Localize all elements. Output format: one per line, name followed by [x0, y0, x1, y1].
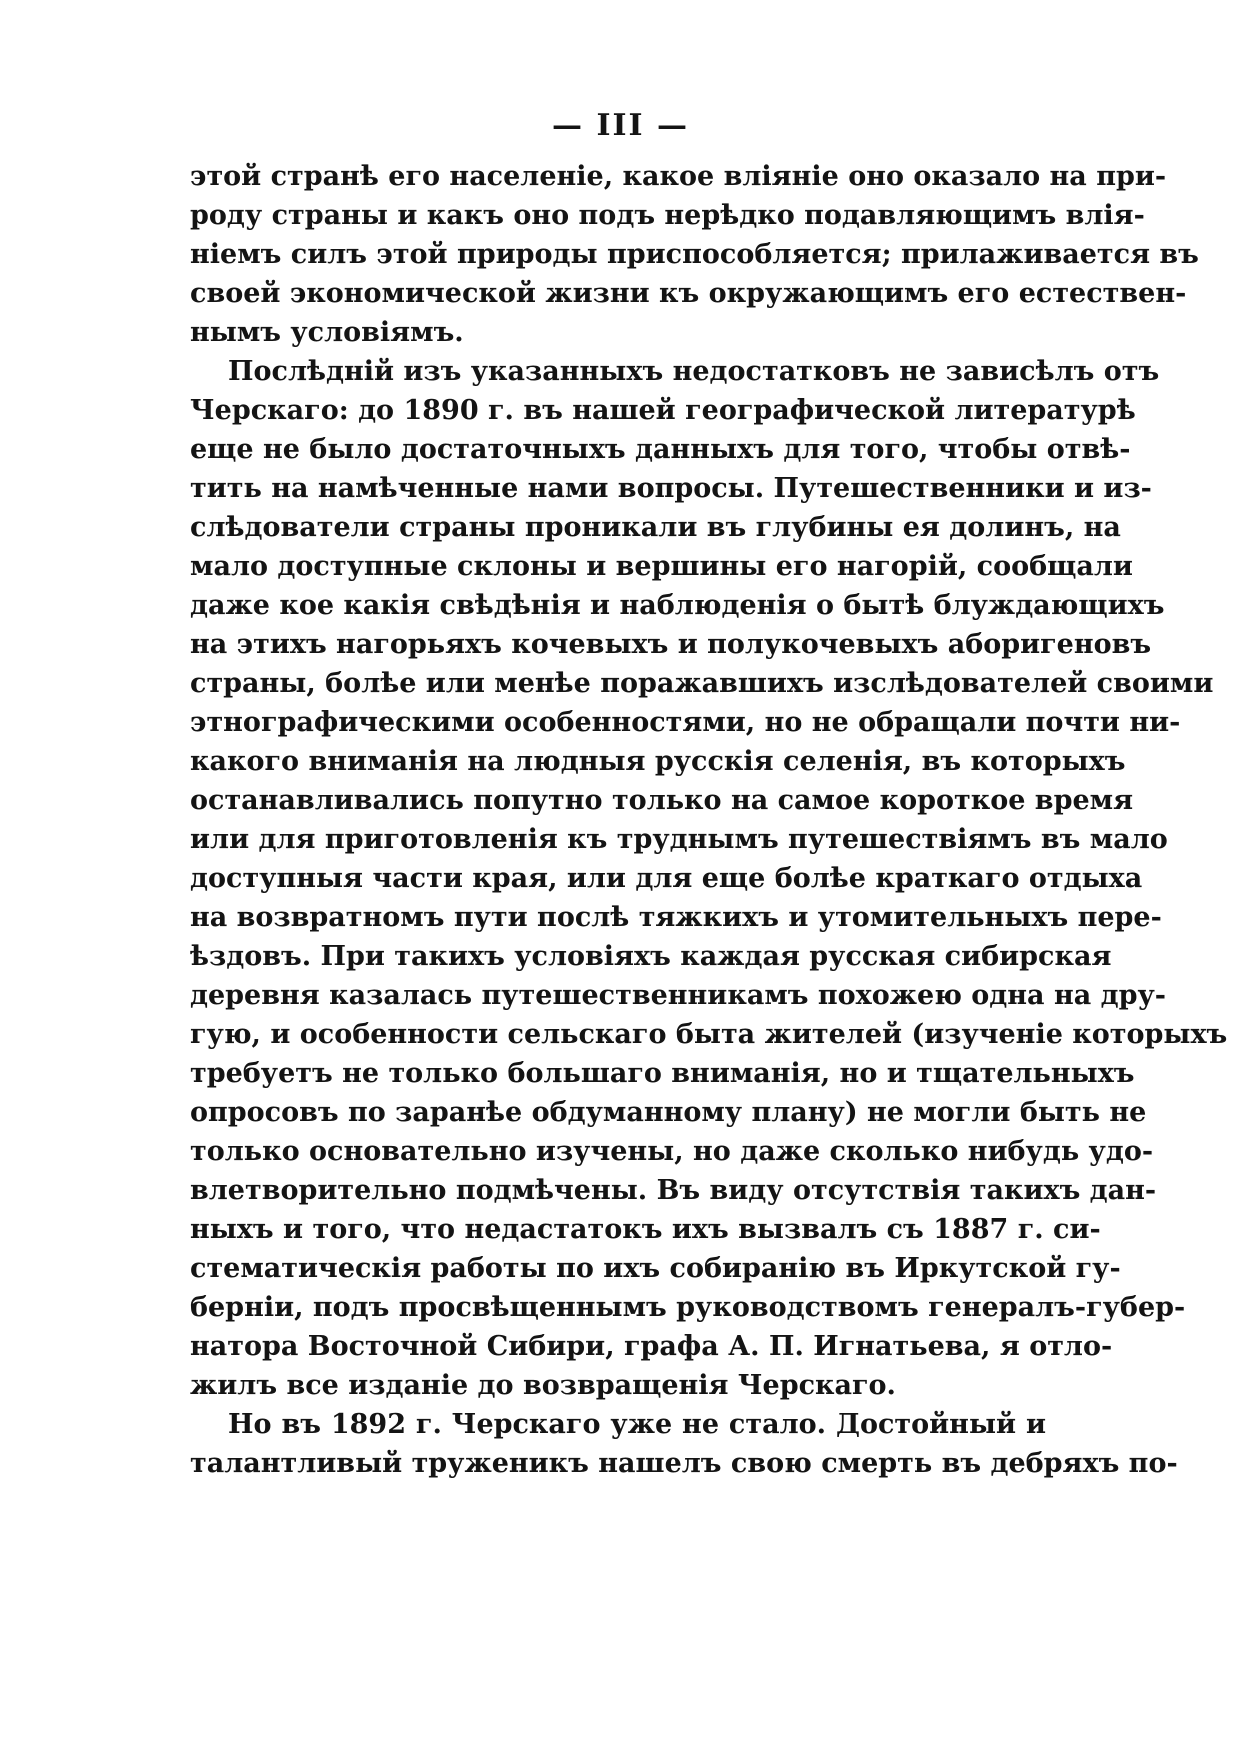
text-line: доступныя части края, или для еще болѣе краткаго отдыха	[190, 863, 1143, 894]
text-line: этнографическими особенностями, но не обращали почти ни-	[190, 707, 1181, 738]
text-line: какого вниманія на людныя русскія селенія, въ которыхъ	[190, 746, 1126, 777]
text-line: натора Восточной Сибири, графа А. П. Игнатьева, я отло-	[190, 1331, 1113, 1362]
text-line: влетворительно подмѣчены. Въ виду отсутствія такихъ дан-	[190, 1175, 1157, 1206]
text-line: ныхъ и того, что недастатокъ ихъ вызвалъ съ 1887 г. си-	[190, 1214, 1101, 1245]
text-line: на этихъ нагорьяхъ кочевыхъ и полукочевыхъ аборигеновъ	[190, 629, 1152, 660]
text-line: деревня казалась путешественникамъ похожею одна на дру-	[190, 980, 1166, 1011]
text-line: талантливый труженикъ нашелъ свою смерть въ дебряхъ по-	[190, 1448, 1178, 1479]
text-line: требуетъ не только большаго вниманія, но и тщательныхъ	[190, 1058, 1135, 1089]
text-line: страны, болѣе или менѣе поражавшихъ изслѣдователей своими	[190, 668, 1214, 699]
text-line: только основательно изучены, но даже сколько нибудь удо-	[190, 1136, 1154, 1167]
text-line: своей экономической жизни къ окружающимъ его естествен-	[190, 278, 1187, 309]
text-line: на возвратномъ пути послѣ тяжкихъ и утомительныхъ пере-	[190, 902, 1162, 933]
text-line: Но въ 1892 г. Черскаго уже не стало. Достойный и	[228, 1409, 1046, 1440]
text-line: нымъ условіямъ.	[190, 317, 464, 348]
text-line: ѣздовъ. При такихъ условіяхъ каждая русская сибирская	[190, 941, 1112, 972]
text-line: тить на намѣченные нами вопросы. Путешественники и из-	[190, 473, 1152, 504]
text-line: стематическія работы по ихъ собиранію въ Иркутской гу-	[190, 1253, 1121, 1284]
text-line: роду страны и какъ оно подъ нерѣдко подавляющимъ влія-	[190, 200, 1145, 231]
text-line: останавливались попутно только на самое короткое время	[190, 785, 1134, 816]
text-line: даже кое какія свѣдѣнія и наблюденія о бытѣ блуждающихъ	[190, 590, 1165, 621]
text-line: гую, и особенности сельскаго быта жителей (изученіе которыхъ	[190, 1019, 1228, 1050]
text-line: этой странѣ его населеніе, какое вліяніе оно оказало на при-	[190, 161, 1167, 192]
text-line: или для приготовленія къ труднымъ путешествіямъ въ мало	[190, 824, 1168, 855]
text-line: берніи, подъ просвѣщеннымъ руководствомъ генералъ-губер-	[190, 1292, 1186, 1323]
text-line: слѣдователи страны проникали въ глубины ея долинъ, на	[190, 512, 1121, 543]
text-line: Черскаго: до 1890 г. въ нашей географической литературѣ	[190, 395, 1136, 426]
text-line: Послѣдній изъ указанныхъ недостатковъ не зависѣлъ отъ	[228, 356, 1160, 387]
page-number-header: — III —	[552, 108, 689, 143]
text-line: ніемъ силъ этой природы приспособляется; прилаживается въ	[190, 239, 1199, 270]
text-line: мало доступные склоны и вершины его нагорій, сообщали	[190, 551, 1133, 582]
text-line: еще не было достаточныхъ данныхъ для того, чтобы отвѣ-	[190, 434, 1131, 465]
text-line: жилъ все изданіе до возвращенія Черскаго.	[190, 1370, 896, 1401]
text-line: опросовъ по заранѣе обдуманному плану) не могли быть не	[190, 1097, 1147, 1128]
